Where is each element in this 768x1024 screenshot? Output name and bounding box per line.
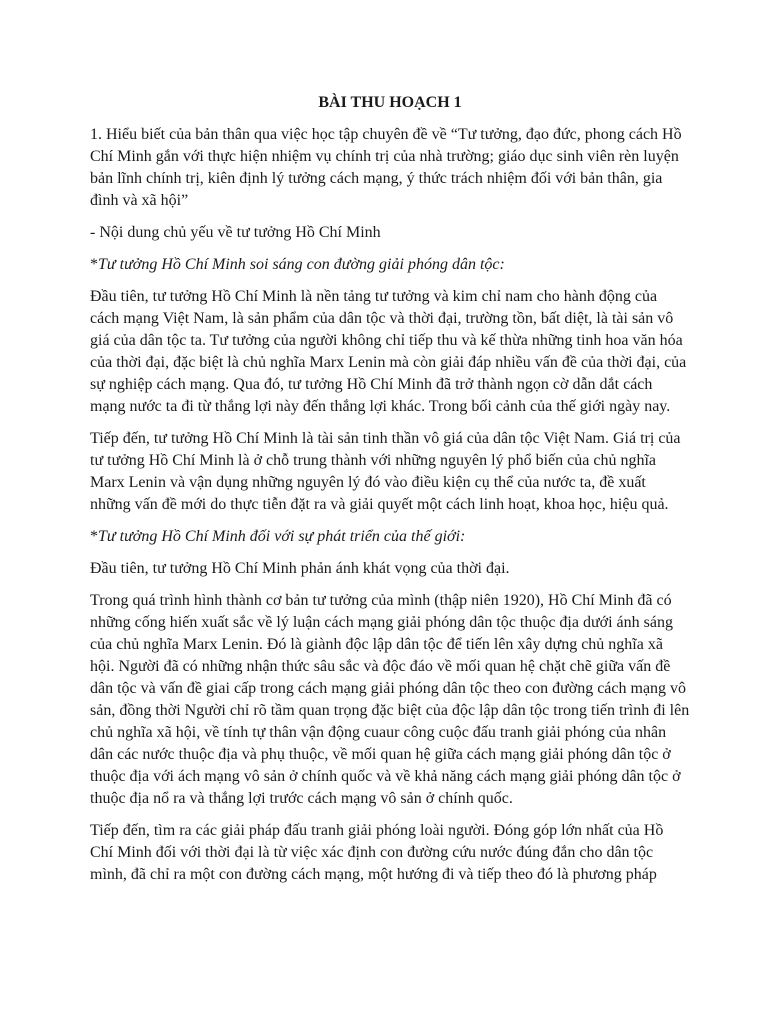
section-heading-liberation xyxy=(90,254,690,276)
paragraph-formation: Trong quá trình hình thành cơ bản tư tưởng của mình (thập niên 1920), Hồ Chí Minh đã có những cống hiến xuất sắc về lý luận cách mạng giải phóng dân tộc thuộc địa dưới ánh sáng của chủ nghĩa Marx Lenin. Đó là giành độc lập dân tộc để tiến lên xây dựng chủ nghĩa xã hội. Người đã có những nhận thức sâu sắc và độc đáo về mối quan hệ chặt chẽ giữa vấn đề dân tộc và vấn đề giai cấp trong cách mạng giải phóng dân tộc theo con đường cách mạng vô sản, đồng thời Người chỉ rõ tầm quan trọng đặc biệt của độc lập dân tộc trong tiến trình đi lên chủ nghĩa xã hội, về tính tự thân vận động cuaur công cuộc đấu tranh giải phóng của nhân dân các nước thuộc địa và phụ thuộc, về mối quan hệ giữa cách mạng giải phóng dân tộc ở thuộc địa với ách mạng vô sản ở chính quốc và về khả năng cách mạng giải phóng dân tộc ở thuộc địa nổ ra và thắng lợi trước cách mạng vô sản ở chính quốc. xyxy=(90,592,690,807)
paragraph-intro: 1. Hiểu biết của bản thân qua việc học tập chuyên đề về “Tư tưởng, đạo đức, phong cách Hồ Chí Minh gắn với thực hiện nhiệm vụ chính trị của nhà trường; giáo dục sinh viên rèn luyện bản lĩnh chính trị, kiên định lý tưởng cách mạng, ý thức trách nhiệm đối với bản thân, gia đình và xã hội” xyxy=(90,126,682,209)
section-heading-world xyxy=(90,526,690,548)
section-heading-liberation-text: Tư tưởng Hồ Chí Minh soi sáng con đường giải phóng dân tộc: xyxy=(98,256,505,273)
paragraph-spiritual-asset: Tiếp đến, tư tưởng Hồ Chí Minh là tài sản tinh thần vô giá của dân tộc Việt Nam. Giá trị của tư tưởng Hồ Chí Minh là ở chỗ trung thành với những nguyên lý phổ biến của chủ nghĩa Marx Lenin và vận dụng những nguyên lý đó vào điều kiện cụ thể của nước ta, đề xuất những vấn đề mới do thực tiễn đặt ra và giải quyết một cách linh hoạt, khoa học, hiệu quả. xyxy=(90,430,681,513)
document-page xyxy=(90,92,690,896)
paragraph-main-content-heading: - Nội dung chủ yếu về tư tưởng Hồ Chí Minh xyxy=(90,224,381,241)
section-heading-world-text: Tư tưởng Hồ Chí Minh đối với sự phát triển của thế giới: xyxy=(98,528,466,545)
paragraph-aspiration: Đầu tiên, tư tưởng Hồ Chí Minh phản ánh khát vọng của thời đại. xyxy=(90,560,510,577)
paragraph-solutions: Tiếp đến, tìm ra các giải pháp đấu tranh giải phóng loài người. Đóng góp lớn nhất của Hồ Chí Minh đối với thời đại là từ việc xác định con đường cứu nước đúng đắn cho dân tộc mình, đã chỉ ra một con đường cách mạng, một hướng đi và tiếp theo đó là phương pháp xyxy=(90,822,664,883)
asterisk-marker: * xyxy=(90,256,98,273)
paragraph-foundation: Đầu tiên, tư tưởng Hồ Chí Minh là nền tảng tư tưởng và kim chỉ nam cho hành động của cách mạng Việt Nam, là sản phẩm của dân tộc và thời đại, trường tồn, bất diệt, là tài sản vô giá của dân tộc ta. Tư tưởng của người không chỉ tiếp thu và kế thừa những tinh hoa văn hóa của thời đại, đặc biệt là chủ nghĩa Marx Lenin mà còn giải đáp nhiều vấn đề của thời đại, của sự nghiệp cách mạng. Qua đó, tư tưởng Hồ Chí Minh đã trở thành ngọn cờ dẫn dắt cách mạng nước ta đi từ thắng lợi này đến thắng lợi khác. Trong bối cảnh của thế giới ngày nay. xyxy=(90,288,687,415)
document-title: BÀI THU HOẠCH 1 xyxy=(318,94,462,111)
asterisk-marker: * xyxy=(90,528,98,545)
